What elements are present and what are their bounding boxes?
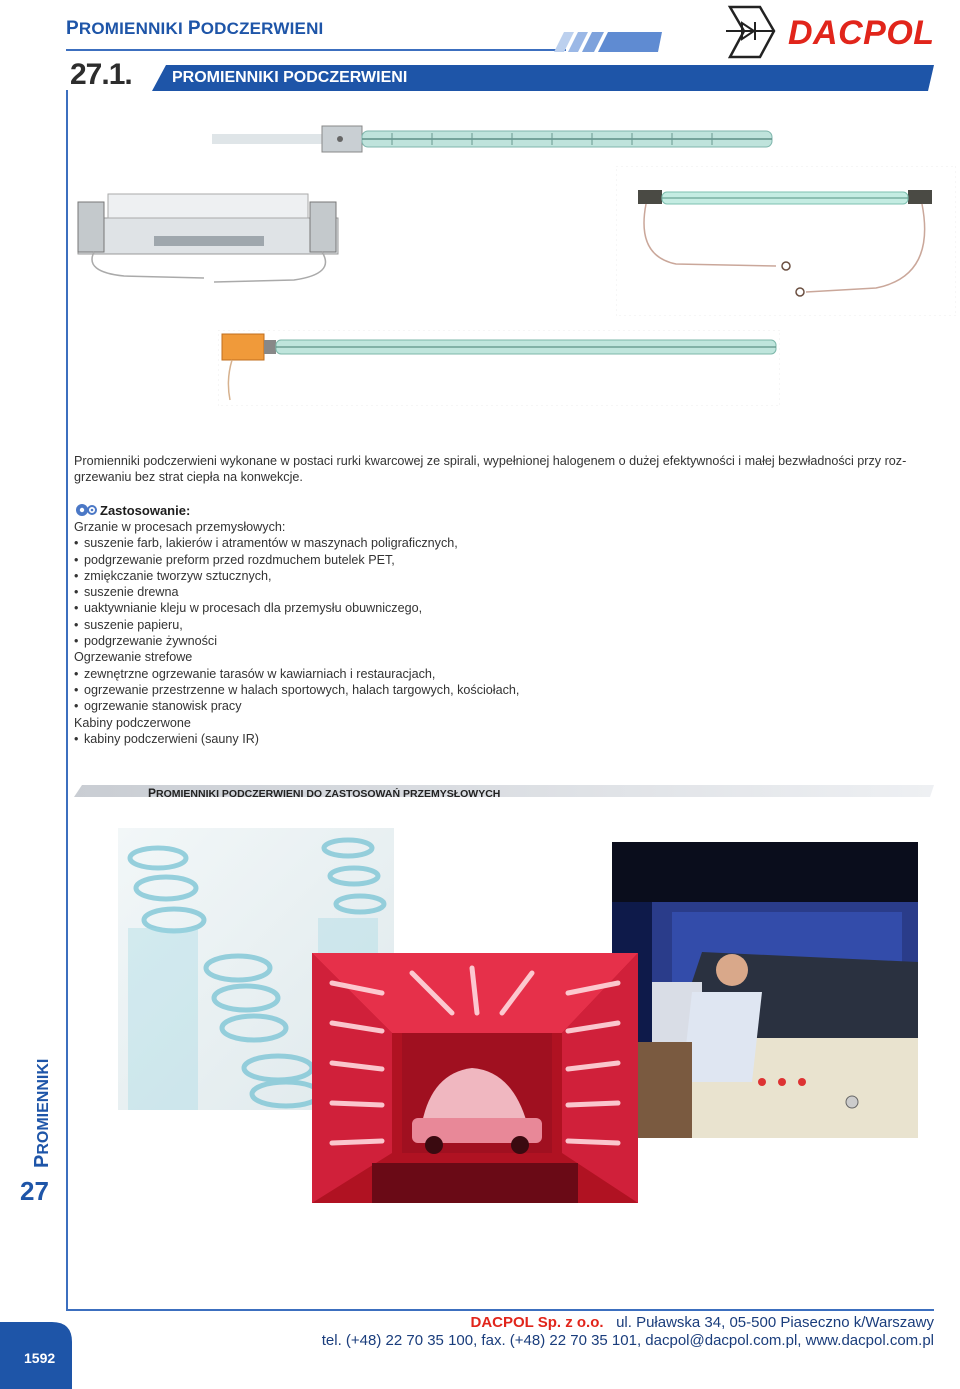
product-description: Promienniki podczerwieni wykonane w postaci rurki kwarcowej ze spirali, wypełnionej halogenem o dużej efektywności i małej bezwładności przy roz-grzewaniu bez strat ciepła na konwekcje. [74, 454, 907, 484]
list-item: • uaktywnianie kleju w procesach dla przemysłu obuwniczego, [74, 600, 674, 616]
emitter-image-3 [616, 166, 956, 316]
list-item: • podgrzewanie żywności [74, 633, 674, 649]
list-item: • zewnętrzne ogrzewanie tarasów w kawiarniach i restauracjach, [74, 666, 674, 682]
list-item: • kabiny podczerwieni (sauny IR) [74, 731, 674, 747]
section-number: 27.1. [70, 58, 132, 91]
emitter-image-1 [212, 122, 778, 156]
emitter-image-2 [74, 192, 342, 292]
subsection-title: PROMIENNIKI PODCZERWIENI DO ZASTOSOWAŃ PRZEMYSŁOWYCH [148, 786, 501, 800]
list-item: Ogrzewanie strefowe [74, 650, 193, 665]
dacpol-logo-icon [722, 3, 778, 61]
page-number: 1592 [24, 1350, 56, 1366]
header-stripes-decoration [552, 32, 662, 52]
list-item: • ogrzewanie stanowisk pracy [74, 698, 674, 714]
applications-heading: Zastosowanie: [100, 503, 191, 518]
car-drying-tunnel-photo [312, 953, 638, 1203]
footer-company-address: DACPOL Sp. z o.o. ul. Puławska 34, 05-500 Piaseczno k/Warszawy [470, 1314, 934, 1331]
header-rule [66, 49, 566, 51]
list-item: Grzanie w procesach przemysłowych: [74, 520, 286, 534]
list-item: • suszenie farb, lakierów i atramentów w maszynach poligraficznych, [74, 535, 674, 551]
left-vertical-rule [66, 90, 68, 1310]
gears-icon [74, 501, 98, 519]
list-item: • suszenie drewna [74, 584, 674, 600]
list-item: • podgrzewanie preform przed rozdmuchem butelek PET, [74, 552, 674, 568]
dacpol-logo-text: DACPOL [788, 14, 935, 52]
side-vertical-label [16, 1040, 56, 1170]
operator-machine-photo [612, 842, 918, 1138]
list-item: • suszenie papieru, [74, 617, 674, 633]
list-item: Kabiny podczerwone [74, 715, 191, 730]
emitter-image-4 [218, 330, 780, 406]
list-item: • ogrzewanie przestrzenne w halach sportowych, halach targowych, kościołach, [74, 682, 674, 698]
side-chapter-number: 27 [20, 1176, 49, 1206]
applications-list [74, 519, 674, 747]
section-title: PROMIENNIKI PODCZERWIENI [172, 69, 408, 86]
footer-rule [66, 1309, 934, 1311]
svg-text:PROMIENNIKI: PROMIENNIKI [31, 1058, 53, 1168]
footer-contact: tel. (+48) 22 70 35 100, fax. (+48) 22 70 35 101, dacpol@dacpol.com.pl, www.dacpol.com.pl [321, 1332, 934, 1349]
list-item: • zmiękczanie tworzyw sztucznych, [74, 568, 674, 584]
header-title: PROMIENNIKI PODCZERWIENI [66, 18, 324, 39]
